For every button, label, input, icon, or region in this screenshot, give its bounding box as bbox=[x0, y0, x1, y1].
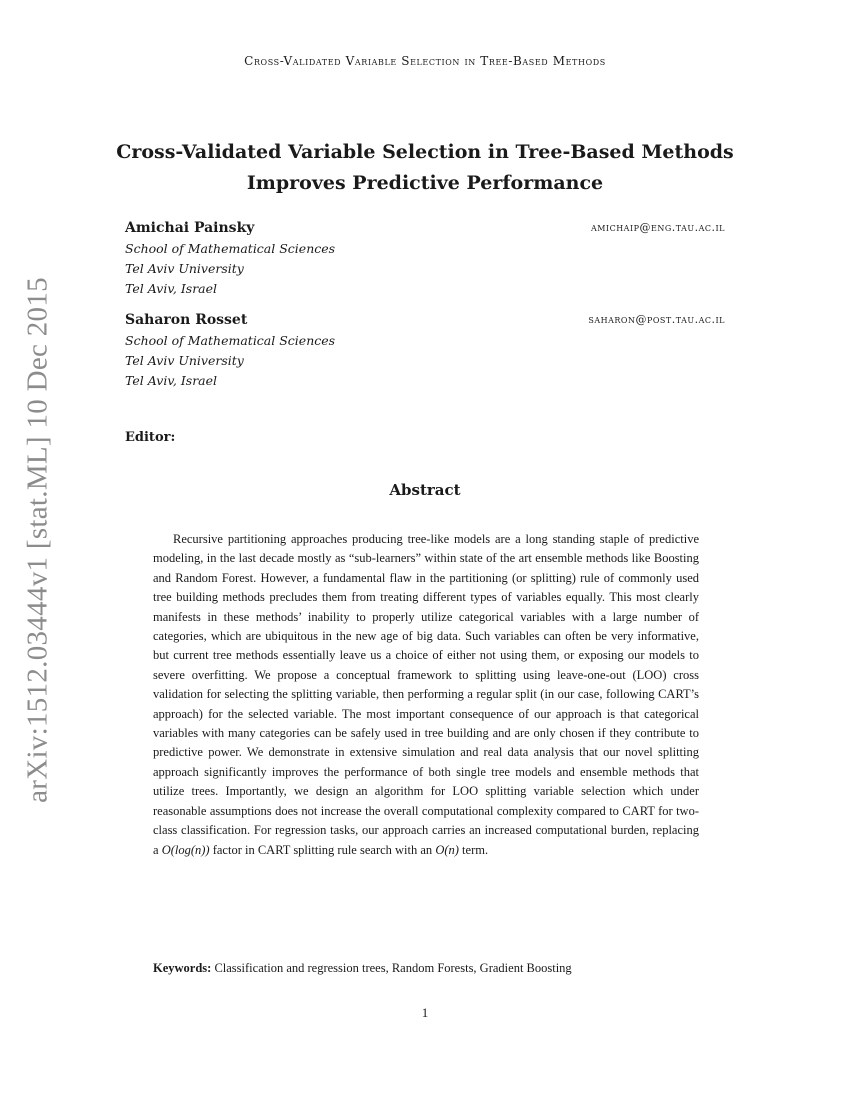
abstract-body bbox=[153, 530, 699, 860]
title-line-2: Improves Predictive Performance bbox=[246, 172, 604, 194]
editor-label: Editor: bbox=[125, 430, 176, 445]
keywords-label: Keywords: bbox=[153, 961, 212, 975]
author-name: Amichai Painsky bbox=[125, 220, 255, 236]
title-line-1: Cross-Validated Variable Selection in Tree-Based Methods bbox=[116, 141, 734, 163]
author-block-2 bbox=[125, 309, 725, 391]
abstract-heading: Abstract bbox=[389, 481, 461, 499]
affiliation-school: School of Mathematical Sciences bbox=[125, 241, 336, 256]
keywords-text: Classification and regression trees, Random Forests, Gradient Boosting bbox=[214, 961, 572, 975]
page-number: 1 bbox=[421, 1005, 429, 1020]
affiliation-school: School of Mathematical Sciences bbox=[125, 333, 336, 348]
abstract-text-mid: factor in CART splitting rule search with an bbox=[209, 842, 436, 857]
math-expression-log-n: O(log(n)) bbox=[161, 842, 210, 857]
author-email: amichaip@eng.tau.ac.il bbox=[590, 221, 725, 234]
author-block-1 bbox=[125, 217, 725, 299]
abstract-text-end: term. bbox=[458, 842, 489, 857]
affiliation-location: Tel Aviv, Israel bbox=[125, 373, 218, 388]
running-head: Cross-Validated Variable Selection in Tree-Based Methods bbox=[244, 54, 606, 68]
author-email: saharon@post.tau.ac.il bbox=[588, 313, 725, 326]
keywords bbox=[153, 961, 713, 976]
affiliation-location: Tel Aviv, Israel bbox=[125, 281, 218, 296]
author-name: Saharon Rosset bbox=[125, 312, 248, 328]
affiliation-university: Tel Aviv University bbox=[125, 353, 244, 368]
abstract-text-main: Recursive partitioning approaches producing tree-like models are a long standing staple of predictive modeling, in the last decade mostly as “sub-learners” within state of the art ensemble methods like Boosting and Random Forest. However, a fundamental flaw in the partitioning (or splitting) rule of commonly used tree building methods precludes them from treating different types of variables equally. This most clearly manifests in these methods’ inability to properly utilize categorical variables with a large number of categories, which are ubiquitous in the new age of big data. Such variables can often be very informative, but current tree methods essentially leave us a choice of either not using them, or exposing our models to severe overfitting. We propose a conceptual framework to splitting using leave-one-out (LOO) cross validation for selecting the splitting variable, then performing a regular split (in our case, following CART’s approach) for the selected variable. The most important consequence of our approach is that categorical variables with many categories can be safely used in tree building and are only chosen if they contribute to predictive power. We demonstrate in extensive simulation and real data analysis that our novel splitting approach significantly improves the performance of both single tree models and ensemble methods that utilize trees. Importantly, we design an algorithm for LOO splitting variable selection which under reasonable assumptions does not increase the overall computational complexity compared to CART for two-class classification. For regression tasks, our approach carries an increased computational burden, replacing a bbox=[153, 532, 699, 857]
math-expression-n: O(n) bbox=[435, 842, 459, 857]
affiliation-university: Tel Aviv University bbox=[125, 261, 244, 276]
paper-title bbox=[0, 137, 850, 199]
arxiv-identifier-stamp: arXiv:1512.03444v1 [stat.ML] 10 Dec 2015 bbox=[21, 277, 54, 803]
